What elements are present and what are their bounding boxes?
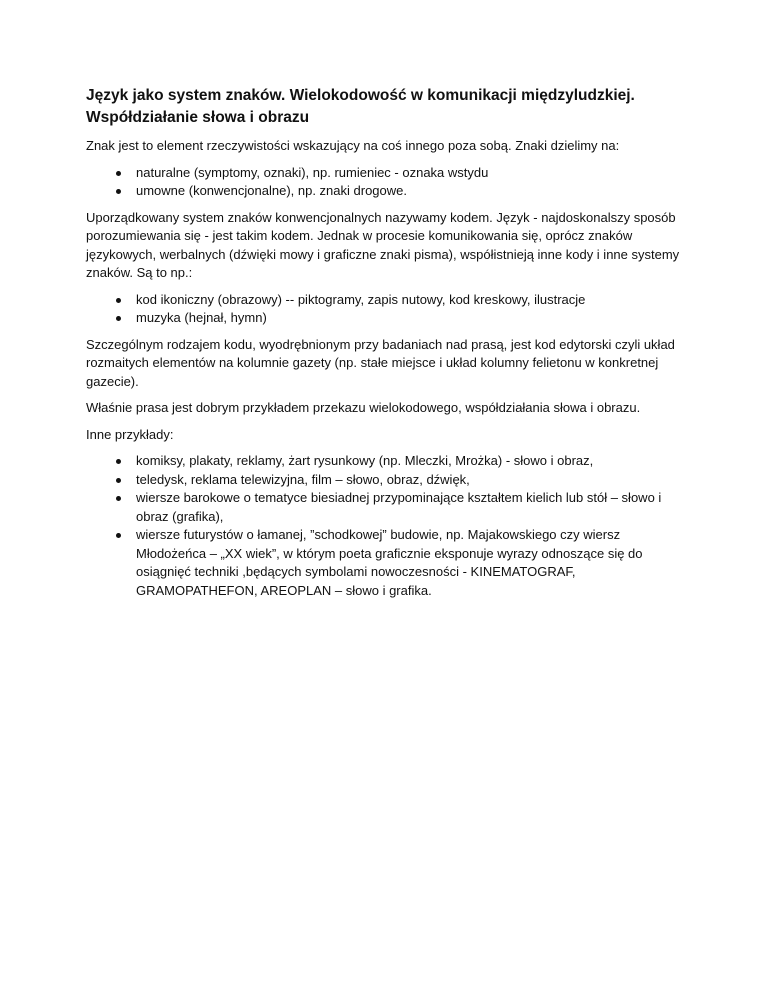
document-title: Język jako system znaków. Wielokodowość w komunikacji międzyludzkiej. Współdziałanie słowa i obrazu bbox=[86, 87, 635, 126]
paragraph-editorial-code: Szczególnym rodzajem kodu, wyodrębnionym przy badaniach nad prasą, jest kod edytorski czyli układ rozmaitych elementów na kolumnie gazety (np. stałe miejsce i układ kolumny felietonu w konkretnej gazecie). bbox=[86, 336, 675, 389]
list-item-text: kod ikoniczny (obrazowy) -- piktogramy, zapis nutowy, kod kreskowy, ilustracje bbox=[136, 291, 586, 307]
list-item-text: muzyka (hejnał, hymn) bbox=[136, 310, 267, 325]
list-item-text: komiksy, plakaty, reklamy, żart rysunkowy (np. Mleczki, Mrożka) - słowo i obraz, bbox=[136, 453, 594, 468]
list-item bbox=[86, 182, 686, 201]
paragraph-definition: Znak jest to element rzeczywistości wskazujący na coś innego poza sobą. Znaki dzielimy na: bbox=[86, 138, 620, 153]
list-item bbox=[86, 452, 686, 471]
paragraph-press: Właśnie prasa jest dobrym przykładem przekazu wielokodowego, współdziałania słowa i obrazu. bbox=[86, 400, 641, 415]
examples-list bbox=[86, 452, 686, 600]
list-item-text: teledysk, reklama telewizyjna, film – słowo, obraz, dźwięk, bbox=[136, 471, 470, 487]
list-item bbox=[86, 291, 686, 310]
list-item bbox=[86, 309, 686, 328]
paragraph-other-examples: Inne przykłady: bbox=[86, 426, 174, 442]
other-codes-list bbox=[86, 291, 686, 328]
list-item bbox=[86, 526, 686, 600]
list-item bbox=[86, 489, 686, 526]
paragraph-code: Uporządkowany system znaków konwencjonalnych nazywamy kodem. Język - najdoskonalszy sposób porozumiewania się - jest takim kodem. Jednak w procesie komunikowania się, oprócz znaków językowych, werbalnych (dźwięki mowy i graficzne znaki pisma), współistnieją inne kody i inne systemy znaków. Są to np.: bbox=[86, 209, 680, 280]
list-item-text: umowne (konwencjonalne), np. znaki drogowe. bbox=[136, 183, 407, 198]
sign-types-list bbox=[86, 164, 686, 201]
list-item bbox=[86, 164, 686, 183]
list-item bbox=[86, 471, 686, 490]
list-item-text: naturalne (symptomy, oznaki), np. rumieniec - oznaka wstydu bbox=[136, 164, 489, 180]
list-item-text: wiersze futurystów o łamanej, ”schodkowej” budowie, np. Majakowskiego czy wiersz Młodożeńca – „XX wiek”, w którym poeta graficznie eksponuje wyrazy odnoszące się do osiągnięć techniki ,będących symbolami nowoczesności - KINEMATOGRAF, GRAMOPATHEFON, AREOPLAN – słowo i grafika. bbox=[136, 527, 643, 598]
document-page bbox=[86, 85, 686, 608]
list-item-text: wiersze barokowe o tematyce biesiadnej przypominające kształtem kielich lub stół – słowo i obraz (grafika), bbox=[136, 490, 662, 524]
